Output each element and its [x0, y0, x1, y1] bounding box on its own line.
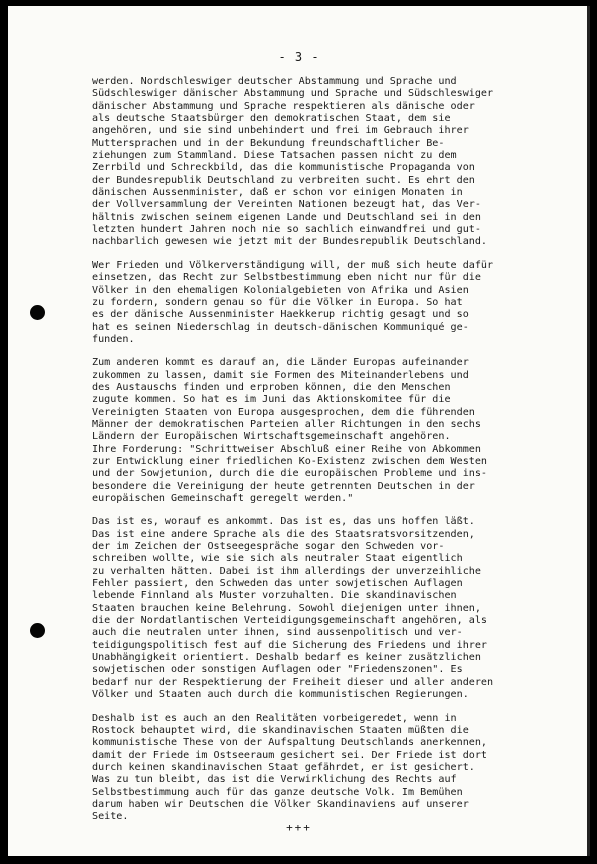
text-line: sowjetischen oder sonstigen Auflagen oder "Friedenszonen". Es: [92, 664, 463, 676]
text-line: Männer der demokratischen Parteien aller Richtungen in den sechs: [92, 418, 481, 430]
text-line: Zum anderen kommt es darauf an, die Länder Europas aufeinander: [92, 357, 469, 369]
text-line: zur Entwicklung einer friedlichen Ko-Existenz zwischen dem Westen: [92, 455, 488, 467]
text-line: schreiben wollte, wie sie sich als neutraler Staat eigentlich: [92, 553, 463, 565]
text-line: Südschleswiger dänischer Abstammung und Sprache und Südschleswiger: [92, 88, 494, 100]
text-line: werden. Nordschleswiger deutscher Abstammung und Sprache und: [92, 76, 457, 87]
text-line: zu fordern, sondern genau so für die Völker in Europa. So hat: [92, 296, 463, 308]
document-page: [8, 6, 590, 856]
paragraph: [92, 357, 584, 505]
text-line: Unabhängigkeit orientiert. Deshalb bedarf es keiner zusätzlichen: [92, 652, 481, 664]
body-text: [92, 76, 584, 835]
paragraph: [92, 260, 584, 346]
text-line: Zerrbild und Schreckbild, das die kommunistische Propaganda von: [92, 162, 475, 174]
text-line: dänischer Abstammung und Sprache respektieren als dänische oder: [92, 100, 475, 112]
text-line: und der Sowjetunion, durch die die europäischen Probleme und ins-: [92, 468, 488, 480]
text-line: auch die neutralen unter ihnen, sind aussenpolitisch und ver-: [92, 627, 463, 639]
text-line: europäischen Gemeinschaft geregelt werden.": [92, 493, 354, 504]
text-line: des Austauschs finden und erproben können, die den Menschen: [92, 381, 451, 393]
text-line: hältnis zwischen seinem eigenen Lande und Deutschland sei in den: [92, 211, 481, 223]
text-line: Das ist eine andere Sprache als die des Staatsratsvorsitzenden,: [92, 528, 475, 540]
paragraph: [92, 713, 584, 824]
text-line: angehören, und sie sind unbehindert und frei im Gebrauch ihrer: [92, 125, 469, 137]
paragraph: [92, 516, 584, 701]
paragraph: [92, 76, 584, 249]
text-line: Vereinigten Staaten von Europa ausgesprochen, dem die führenden: [92, 406, 475, 418]
text-line: letzten hundert Jahren noch nie so sachlich einwandfrei und gut-: [92, 224, 481, 236]
text-line: Ländern der Europäischen Wirtschaftsgemeinschaft angehören.: [92, 431, 451, 443]
text-line: Völker und Staaten auch durch die kommunistischen Regierungen.: [92, 689, 469, 701]
text-line: Deshalb ist es auch an den Realitäten vorbeigeredet, wenn in: [92, 712, 457, 724]
text-line: als deutsche Staatsbürger den demokratischen Staat, dem sie: [92, 113, 451, 125]
punch-hole-top: [30, 305, 45, 320]
text-line: kommunistische These von der Aufspaltung Deutschlands anerkennen,: [92, 737, 488, 749]
page-number: - 3 -: [278, 50, 320, 64]
text-line: lebende Finnland als Muster vorzuhalten. Die skandinavischen: [92, 590, 457, 602]
text-line: es der dänische Aussenminister Haekkerup richtig gesagt und so: [92, 309, 469, 321]
punch-hole-bottom: [30, 623, 45, 638]
end-mark: +++: [286, 821, 312, 834]
text-line: Seite.: [92, 811, 129, 823]
text-line: Was zu tun bleibt, das ist die Verwirklichung des Rechts auf: [92, 774, 457, 786]
text-line: die der Nordatlantischen Verteidigungsgemeinschaft angehören, als: [92, 615, 488, 627]
text-line: Das ist es, worauf es ankommt. Das ist es, das uns hoffen läßt.: [92, 516, 475, 528]
text-line: der Vollversammlung der Vereinten Nationen bezeugt hat, das Ver-: [92, 199, 481, 211]
text-line: Völker in den ehemaligen Kolonialgebieten von Afrika und Asien: [92, 284, 469, 296]
text-line: darum haben wir Deutschen die Völker Skandinaviens auf unserer: [92, 798, 469, 810]
text-line: teidigungspolitisch fest auf die Sicherung des Friedens und ihrer: [92, 639, 488, 651]
text-line: zu verhalten hätten. Dabei ist ihm allerdings der unverzeihliche: [92, 565, 481, 577]
text-line: besondere die Vereinigung der heute getrennten Deutschen in der: [92, 480, 475, 492]
text-line: Wer Frieden und Völkerverständigung will, der muß sich heute dafür: [92, 259, 494, 271]
text-line: Rostock behauptet wird, die skandinavischen Staaten müßten die: [92, 724, 469, 736]
text-line: ziehungen zum Stammland. Diese Tatsachen passen nicht zu dem: [92, 150, 457, 162]
text-line: damit der Friede im Ostseeraum gesichert sei. Der Friede ist dort: [92, 749, 488, 761]
text-line: der Bundesrepublik Deutschland zu verbreiten sucht. Es ehrt den: [92, 174, 475, 186]
text-line: Ihre Forderung: "Schrittweiser Abschluß einer Reihe von Abkommen: [92, 443, 481, 455]
text-line: Selbstbestimmung auch für das ganze deutsche Volk. Im Bemühen: [92, 786, 463, 798]
text-line: Staaten brauchen keine Belehrung. Sowohl diejenigen unter ihnen,: [92, 602, 481, 614]
text-line: nachbarlich gewesen wie jetzt mit der Bundesrepublik Deutschland.: [92, 236, 488, 248]
text-line: einsetzen, das Recht zur Selbstbestimmung eben nicht nur für die: [92, 272, 481, 284]
text-line: hat es seinen Niederschlag in deutsch-dänischen Kommuniqué ge-: [92, 321, 469, 333]
text-line: Muttersprachen und in der Bekundung freundschaftlicher Be-: [92, 137, 445, 149]
text-line: dänischen Aussenminister, daß er schon vor einigen Monaten in: [92, 187, 463, 199]
text-line: durch keinen skandinavischen Staat gefährdet, er ist gesichert.: [92, 761, 475, 773]
text-line: zukommen zu lassen, damit sie Formen des Miteinanderlebens und: [92, 369, 469, 381]
text-line: bedarf nur der Respektierung der Freiheit dieser und aller anderen: [92, 676, 494, 688]
text-line: funden.: [92, 333, 135, 345]
page-edge-shadow: [587, 6, 590, 856]
text-line: zugute kommen. So hat es im Juni das Aktionskomitee für die: [92, 394, 451, 406]
text-line: Fehler passiert, den Schweden das unter sowjetischen Auflagen: [92, 578, 463, 590]
text-line: der im Zeichen der Ostseegespräche sogar den Schweden vor-: [92, 541, 445, 553]
